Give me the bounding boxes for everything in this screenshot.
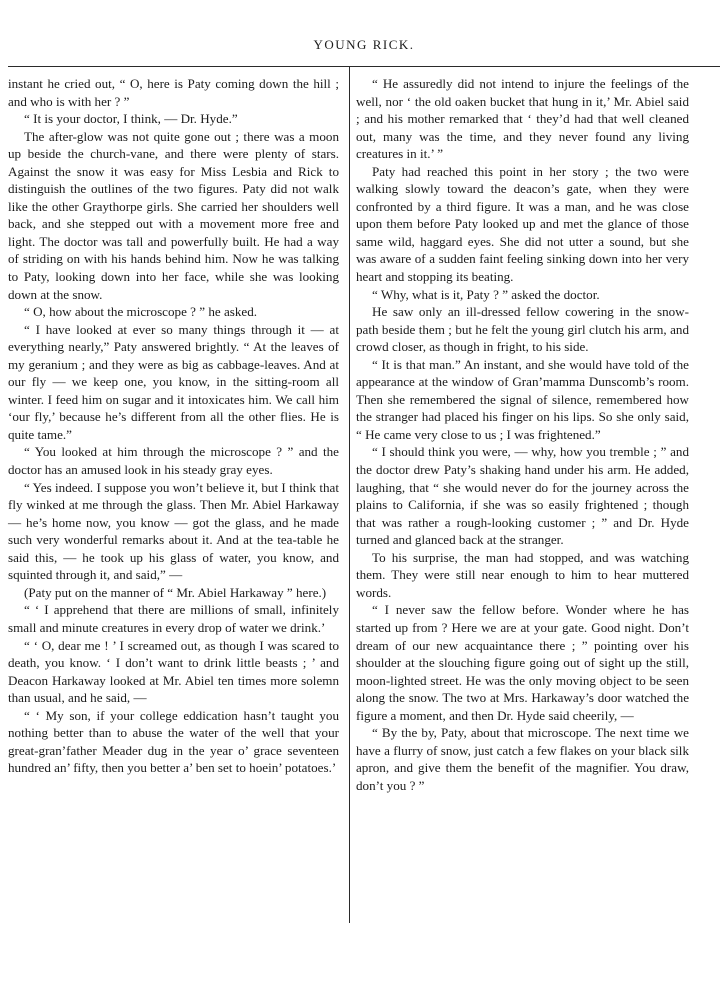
paragraph: “ You looked at him through the microscope ? ” and the doctor has an amused look in his steady gray eyes. <box>8 444 339 478</box>
paragraph: Paty had reached this point in her story ; the two were walking slowly toward the deacon’s gate, when they were confronted by a third figure. It was a man, and he was close upon them before Paty looked up and met the glance of those same wild, haggard eyes. She did not utter a sound, but she was aware of a sudden faint feeling sinking down into her very heart and stopping its beating. <box>356 163 689 285</box>
paragraph: “ I should think you were, — why, how you tremble ; ” and the doctor drew Paty’s shaking hand under his arm. He added, laughing, that “ she would never do for the journey across the plains to California, if she was so easily frightened ; though that was rather a rough-looking customer ; ” and Dr. Hyde turned and glanced back at the stranger. <box>356 444 689 548</box>
paragraph: To his surprise, the man had stopped, and was watching them. They were still near enough to him to hear muttered words. <box>356 549 689 600</box>
paragraph: “ It is your doctor, I think, — Dr. Hyde.” <box>24 111 238 127</box>
column-divider <box>349 66 350 923</box>
paragraph: “ Why, what is it, Paty ? ” asked the doctor. <box>372 286 600 302</box>
paragraph: “ ‘ O, dear me ! ’ I screamed out, as though I was scared to death, you know. ‘ I don’t want to drink little beasts ; ’ and Deacon Harkaway looked at Mr. Abiel ten times more solemn than usual, and he said, — <box>8 637 339 706</box>
paragraph: “ O, how about the microscope ? ” he asked. <box>24 304 258 320</box>
paragraph: “ He assuredly did not intend to injure the feelings of the well, nor ‘ the old oaken bucket that hung in it,’ Mr. Abiel said ; and his mother remarked that ‘ they’d had that well cleaned out, many was the time, and they never found any living creatures in it.’ ” <box>356 76 689 162</box>
paragraph: “ ‘ I apprehend that there are millions of small, infinitely small and minute creatures in every drop of water we drink.’ <box>8 602 339 635</box>
left-column <box>8 75 339 777</box>
paragraph: instant he cried out, “ O, here is Paty coming down the hill ; and who is with her ? ” <box>8 76 339 109</box>
paragraph: “ It is that man.” An instant, and she would have told of the appearance at the window of Gran’mamma Dunscomb’s room. Then she remembered the signal of silence, remembered how the stranger had placed his finger on his lips. So she only said, “ He came very close to us ; I was frightened.” <box>356 356 689 442</box>
paragraph: (Paty put on the manner of “ Mr. Abiel Harkaway ” here.) <box>24 584 327 600</box>
paragraph: The after-glow was not quite gone out ; there was a moon up beside the church-vane, and there were plenty of stars. Against the snow it was easy for Miss Lesbia and Rick to distinguish the outlines of the two figures. Paty did not walk like the other Graythorpe girls. She carried her shoulders well back, and she stepped out with a movement more free and light. The doctor was tall and powerfully built. He had a way of striding on with his hands behind him. Now he was talking to Paty, looking down into her face, while she was looking down at the snow. <box>8 128 339 302</box>
right-column <box>356 75 689 794</box>
header-rule <box>8 66 720 67</box>
paragraph: “ I never saw the fellow before. Wonder where he has started up from ? Here we are at your gate. Good night. Don’t dream of our new acquaintance there ; ” pointing over his shoulder at the slouching figure going out of sight up the still, moon-lighted street. He was the only moving object to be seen along the snow. The two at Mrs. Harkaway’s door watched the figure a moment, and then Dr. Hyde said cheerily, — <box>356 602 689 723</box>
paragraph: He saw only an ill-dressed fellow cowering in the snow-path beside them ; but he felt the young girl clutch his arm, and crowd closer, as though in fright, to his side. <box>356 304 689 355</box>
paragraph: “ Yes indeed. I suppose you won’t believe it, but I think that fly winked at me through the glass. Then Mr. Abiel Harkaway — he’s home now, you know — got the glass, and he made such very wonderful remarks about it. And at the tea-table he said this, — he took up his glass of water, you know, and squinted through it, and said,” — <box>8 479 339 583</box>
paragraph: “ I have looked at ever so many things through it — at everything nearly,” Paty answered brightly. “ At the leaves of my geranium ; and they were as big as cabbage-leaves. And at our fly — we keep one, you know, in the sitting-room all winter. I feed him on sugar and it intoxicates him. We call him ‘our fly,’ because he’s different from all the other flies. He is quite tame.” <box>8 321 339 442</box>
running-header: YOUNG RICK. <box>313 37 415 52</box>
paragraph: “ By the by, Paty, about that microscope. The next time we have a flurry of snow, just catch a few flakes on your black silk apron, and give them the benefit of the magnifier. You draw, don’t you ? ” <box>356 725 689 793</box>
paragraph: “ ‘ My son, if your college eddication hasn’t taught you nothing better than to abuse the water of the well that your great-gran’father Meader dug in the year o’ grace seventeen hundred an’ fifty, then you better a’ ben set to hoein’ potatoes.’ <box>8 707 339 776</box>
